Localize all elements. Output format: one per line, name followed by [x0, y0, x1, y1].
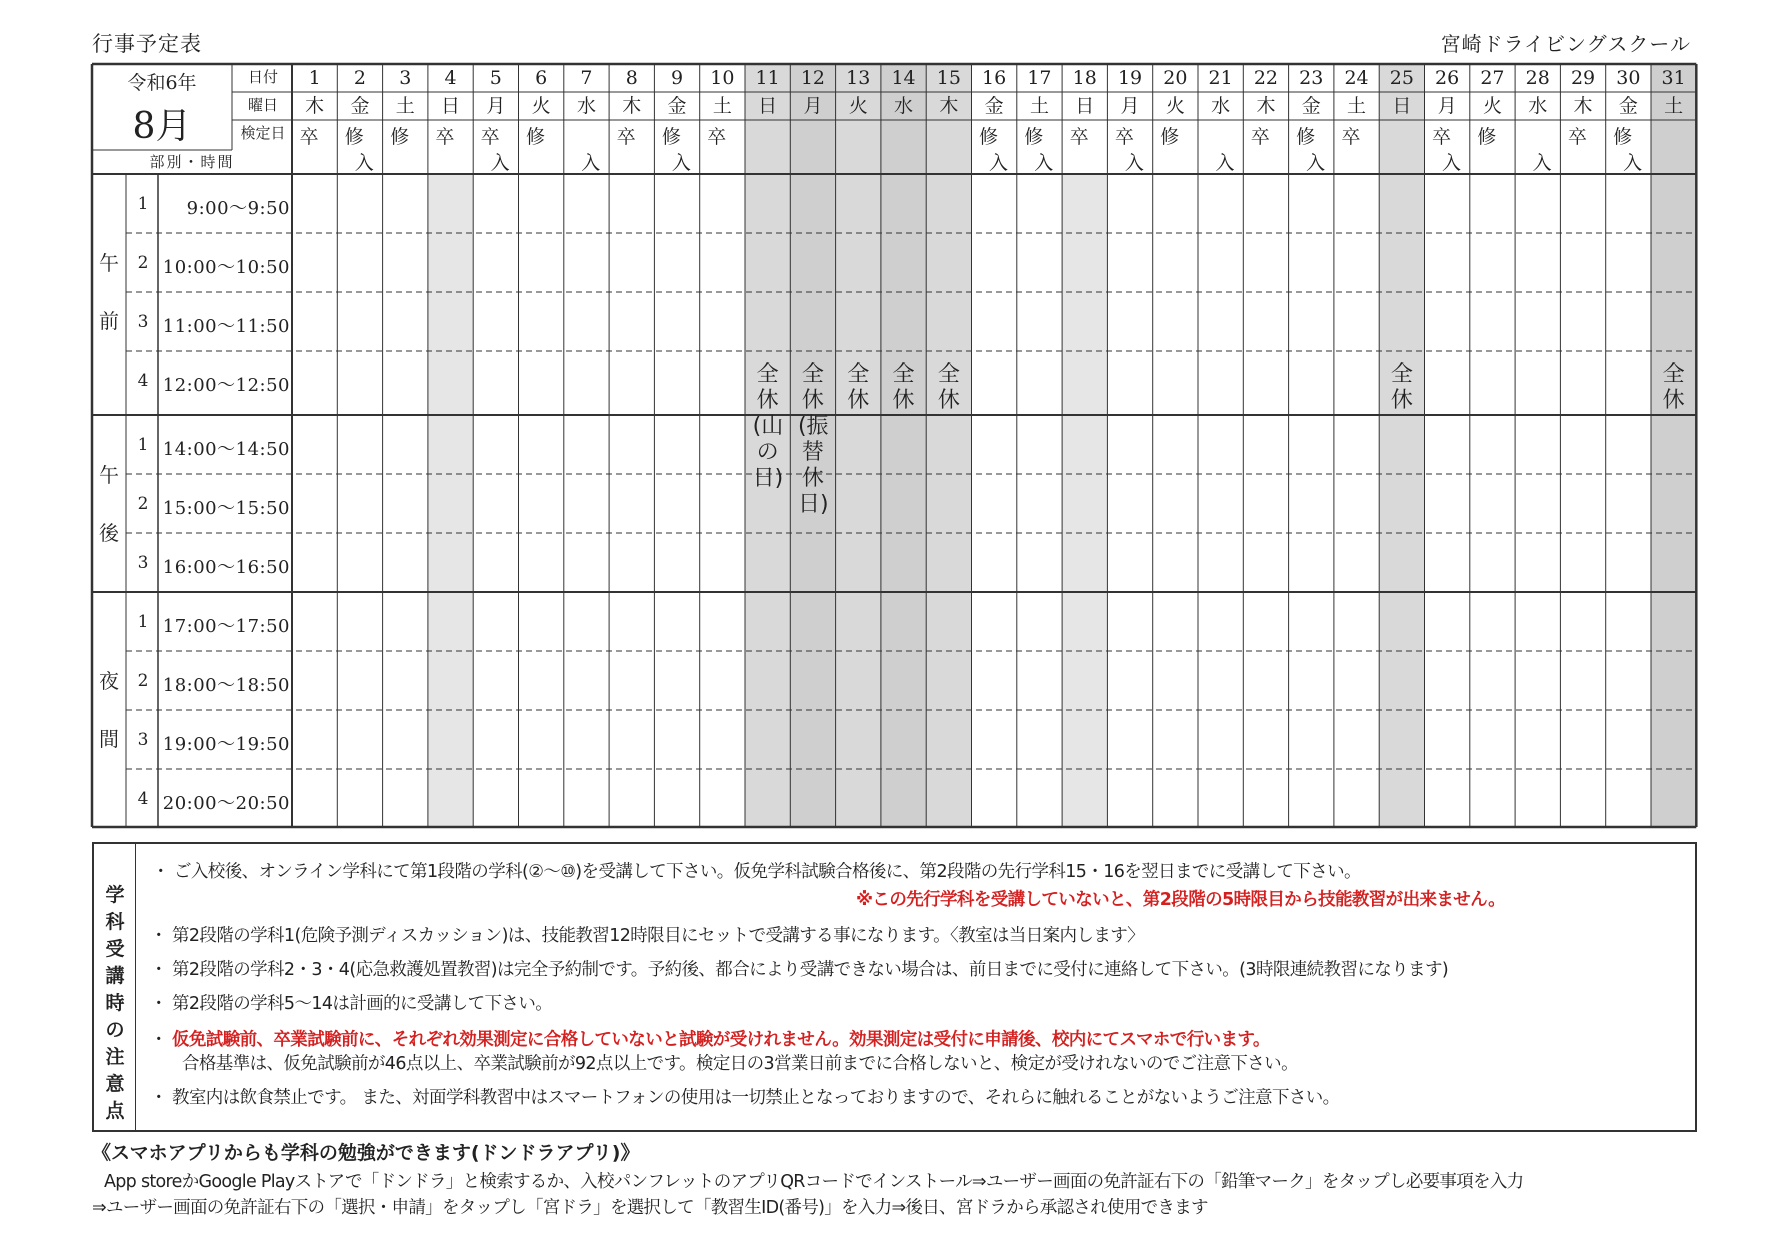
bullet: ・	[150, 994, 167, 1014]
holiday-label: 全休	[1390, 362, 1413, 413]
day-number: 23	[1299, 67, 1324, 89]
kentei-nyuko: 入	[581, 152, 601, 174]
era-year: 令和6年	[127, 72, 197, 94]
kentei-type: 修	[978, 126, 998, 148]
weekday: 土	[395, 95, 415, 117]
holiday-label: 全休(山の日)	[752, 362, 784, 491]
day-number: 2	[353, 67, 366, 89]
day-number: 22	[1253, 67, 1279, 89]
note-1-text: ご入校後、オンライン学科にて第1段階の学科(②～⑩)を受講して下さい。仮免学科試験合格後に、第2段階の先行学科15・16を翌日までに受講して下さい。	[174, 862, 1361, 882]
weekday: 土	[1347, 95, 1367, 117]
kentei-type: 卒	[1341, 126, 1361, 148]
slot-time: 18:00～18:50	[162, 675, 290, 696]
weekday: 木	[1573, 95, 1593, 117]
month-label: 8月	[132, 106, 192, 147]
day-number: 4	[444, 67, 457, 89]
day-number: 10	[710, 67, 735, 89]
day-number: 30	[1616, 67, 1641, 89]
note-2-text: 第2段階の学科1(危険予測ディスカッション)は、技能教習12時限目にセットで受講する事になります。〈教室は当日案内します〉	[172, 926, 1145, 946]
slot-number: 3	[137, 730, 149, 750]
weekday: 火	[1165, 95, 1185, 117]
row-label-weekday: 曜日	[247, 96, 278, 114]
kentei-type: 修	[1613, 126, 1633, 148]
weekday: 火	[531, 95, 551, 117]
school-name: 宮崎ドライビングスクール	[1440, 32, 1691, 56]
holiday-label: 全休	[847, 362, 870, 413]
kentei-nyuko: 入	[1623, 152, 1643, 174]
period-name-char: 後	[99, 520, 119, 545]
day-number: 1	[308, 67, 321, 89]
section-time-label: 部別・時間	[149, 153, 235, 171]
note-3-text: 第2段階の学科2・3・4(応急救護処置教習)は完全予約制です。予約後、都合により受講できない場合は、前日までに受付に連絡して下さい。(3時限連続教習になります)	[172, 960, 1449, 980]
slot-time: 9:00～9:50	[186, 198, 290, 219]
kentei-nyuko: 入	[988, 152, 1008, 174]
kentei-type: 卒	[435, 126, 455, 148]
weekday: 月	[1120, 95, 1140, 117]
kentei-type: 修	[1477, 126, 1497, 148]
slot-number: 3	[137, 312, 149, 332]
day-number: 19	[1117, 67, 1143, 89]
day-number: 12	[800, 67, 826, 89]
holiday-label: 全休	[1662, 362, 1685, 413]
day-number: 31	[1661, 67, 1686, 89]
slot-time: 12:00～12:50	[162, 375, 290, 396]
weekday: 土	[1664, 95, 1684, 117]
kentei-type: 卒	[480, 126, 500, 148]
weekday: 水	[1211, 95, 1231, 117]
note-1	[152, 858, 1361, 883]
kentei-type: 卒	[1114, 126, 1134, 148]
period-name-char: 間	[99, 727, 119, 751]
row-label-date: 日付	[247, 68, 278, 86]
slot-time: 15:00～15:50	[162, 498, 290, 519]
day-number: 5	[489, 67, 502, 89]
day-number: 13	[846, 67, 871, 89]
kentei-nyuko: 入	[1215, 152, 1235, 174]
weekday: 日	[1075, 95, 1095, 117]
note-3	[150, 956, 1449, 981]
kentei-type: 卒	[299, 126, 319, 148]
day-number: 3	[399, 67, 412, 89]
weekday: 水	[576, 95, 596, 117]
note-2	[150, 922, 1145, 947]
kentei-type: 卒	[1069, 126, 1089, 148]
kentei-type: 卒	[616, 126, 636, 148]
slot-time: 16:00～16:50	[162, 557, 290, 578]
weekday: 金	[350, 95, 370, 117]
holiday-label: 全休	[892, 362, 915, 413]
holiday-label: 全休	[937, 362, 960, 413]
slot-number: 4	[137, 371, 149, 391]
kentei-nyuko: 入	[671, 152, 691, 174]
day-number: 11	[755, 67, 780, 89]
kentei-nyuko: 入	[1124, 152, 1144, 174]
weekday: 水	[894, 95, 914, 117]
day-number: 24	[1344, 67, 1369, 89]
slot-time: 10:00～10:50	[162, 257, 290, 278]
kentei-type: 修	[525, 126, 545, 148]
kentei-type: 卒	[1431, 126, 1451, 148]
slot-number: 3	[137, 553, 149, 573]
weekday: 日	[758, 95, 778, 117]
slot-time: 14:00～14:50	[162, 439, 290, 460]
bullet: ・	[150, 960, 167, 980]
weekday: 金	[1301, 95, 1321, 117]
weekday: 土	[1029, 95, 1049, 117]
weekday: 月	[803, 95, 823, 117]
day-number: 27	[1480, 67, 1505, 89]
day-number: 25	[1389, 67, 1414, 89]
slot-number: 2	[137, 253, 149, 273]
notes-box	[92, 842, 1697, 1132]
day-number: 16	[982, 67, 1007, 89]
period-name-char: 前	[99, 309, 119, 333]
slot-time: 19:00～19:50	[162, 734, 290, 755]
note-4	[150, 990, 553, 1015]
weekday: 木	[305, 95, 325, 117]
note-6-text: 教室内は飲食禁止です。 また、対面学科教習中はスマートフォンの使用は一切禁止となっておりますので、それらに触れることがないようご注意下さい。	[172, 1088, 1340, 1108]
row-label-kentei: 検定日	[240, 124, 286, 142]
weekday: 木	[622, 95, 642, 117]
day-number: 6	[535, 67, 548, 89]
weekday: 日	[1392, 95, 1412, 117]
notes-side-label-box	[94, 844, 136, 1130]
kentei-nyuko: 入	[1441, 152, 1461, 174]
slot-time: 17:00～17:50	[162, 616, 290, 637]
note-5-warning	[150, 1026, 1270, 1051]
weekday: 月	[486, 95, 506, 117]
bullet: ・	[150, 926, 167, 946]
weekday: 木	[1256, 95, 1276, 117]
kentei-type: 修	[344, 126, 364, 148]
weekday: 木	[939, 95, 959, 117]
period-name-char: 午	[99, 462, 119, 487]
day-number: 15	[936, 67, 961, 89]
kentei-nyuko: 入	[1034, 152, 1054, 174]
kentei-nyuko: 入	[1306, 152, 1326, 174]
note-1-warning: ※この先行学科を受講していないと、第2段階の5時限目から技能教習が出来ません。	[856, 890, 1506, 910]
kentei-nyuko: 入	[1532, 152, 1552, 174]
slot-number: 2	[137, 671, 149, 691]
slot-number: 1	[137, 612, 149, 632]
app-section-title: 《スマホアプリからも学科の勉強ができます(ドンドラアプリ)》	[92, 1142, 640, 1164]
kentei-type: 修	[1296, 126, 1316, 148]
kentei-type: 修	[390, 126, 410, 148]
period-name-char: 午	[99, 251, 119, 275]
weekday: 金	[1618, 95, 1638, 117]
period-name-char: 夜	[99, 669, 119, 693]
weekday: 火	[1482, 95, 1502, 117]
kentei-type: 修	[661, 126, 681, 148]
day-number: 18	[1072, 67, 1097, 89]
day-number: 21	[1208, 67, 1233, 89]
kentei-type: 卒	[707, 126, 727, 148]
slot-number: 1	[137, 194, 149, 214]
holiday-label: 全休(振替休日)	[797, 362, 829, 517]
kentei-nyuko: 入	[490, 152, 510, 174]
app-instructions-line-2: ⇒ユーザー画面の免許証右下の「選択・申請」をタップし「宮ドラ」を選択して「教習生ID(番号)」を入力⇒後日、宮ドラから承認され使用できます	[92, 1198, 1208, 1218]
weekday: 水	[1528, 95, 1548, 117]
note-5: 合格基準は、仮免試験前が46点以上、卒業試験前が92点以上です。検定日の3営業日前までに合格しないと、検定が受けれないのでご注意下さい。	[182, 1054, 1298, 1074]
app-instructions-line-1: App storeかGoogle Playストアで「ドンドラ」と検索するか、入校パンフレットのアプリQRコードでインストール⇒ユーザー画面の免許証右下の「鉛筆マーク」をタップし必要事項を入力	[104, 1172, 1524, 1192]
day-number: 28	[1525, 67, 1550, 89]
day-number: 9	[670, 67, 684, 89]
bullet: ・	[152, 862, 169, 882]
day-number: 20	[1163, 67, 1188, 89]
day-number: 17	[1027, 67, 1052, 89]
kentei-type: 卒	[1250, 126, 1270, 148]
weekday: 金	[984, 95, 1004, 117]
note-6	[150, 1084, 1340, 1109]
document-title: 行事予定表	[92, 32, 202, 56]
day-number: 7	[580, 67, 593, 89]
day-number: 29	[1570, 67, 1596, 89]
note-5-warning-text: 仮免試験前、卒業試験前に、それぞれ効果測定に合格していないと試験が受けれません。効果測定は受付に申請後、校内にてスマホで行います。	[172, 1030, 1270, 1050]
kentei-nyuko: 入	[354, 152, 374, 174]
weekday: 金	[667, 95, 687, 117]
slot-time: 11:00～11:50	[162, 316, 290, 337]
weekday: 日	[441, 95, 461, 117]
weekday: 土	[712, 95, 732, 117]
bullet: ・	[150, 1030, 167, 1050]
note-4-text: 第2段階の学科5～14は計画的に受講して下さい。	[172, 994, 553, 1014]
kentei-type: 修	[1160, 126, 1180, 148]
slot-number: 1	[137, 435, 149, 455]
slot-time: 20:00～20:50	[162, 793, 290, 814]
slot-number: 2	[137, 494, 149, 514]
notes-side-label: 学科受講時の注意点	[105, 884, 125, 1122]
weekday: 火	[848, 95, 868, 117]
day-number: 26	[1435, 67, 1460, 89]
kentei-type: 卒	[1567, 126, 1587, 148]
day-number: 14	[891, 67, 916, 89]
kentei-type: 修	[1024, 126, 1044, 148]
weekday: 月	[1437, 95, 1457, 117]
bullet: ・	[150, 1088, 167, 1108]
day-number: 8	[625, 67, 638, 89]
slot-number: 4	[137, 789, 149, 809]
